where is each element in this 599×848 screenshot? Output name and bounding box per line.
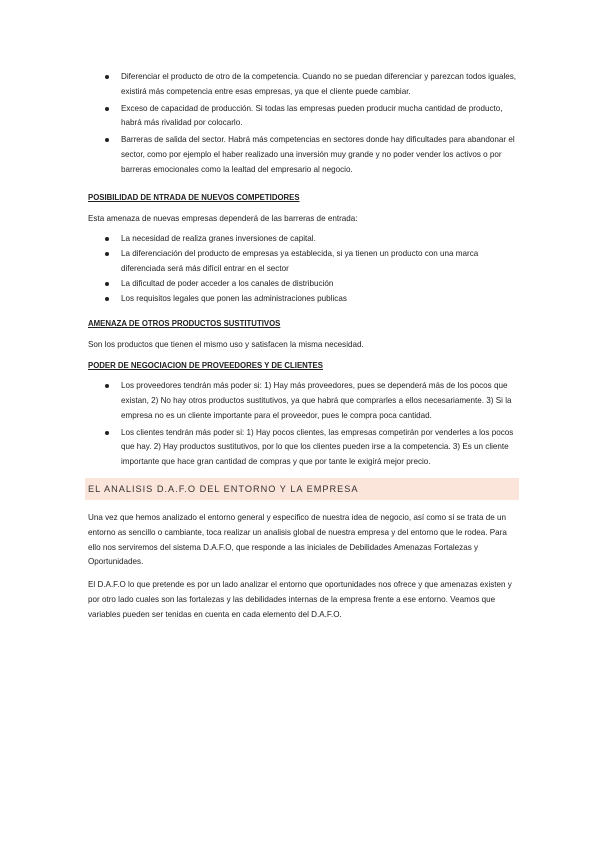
list-item: Exceso de capacidad de producción. Si todas las empresas pueden producir mucha cantidad de producto, habrá más rivalidad por colocarlo. (88, 102, 518, 134)
list-item: Los clientes tendrán más poder si: 1) Hay pocos clientes, las empresas competirán por venderles a los pocos que hay. 2) Hay productos sustitutivos, por lo que los clientes pueden irse a la competencia. 3) Es un cliente importante que hace gran cantidad de compras y que por tante le exigirá mejor precio. (88, 426, 518, 470)
paragraph: Una vez que hemos analizado el entorno general y especifico de nuestra idea de negocio, así como si se trata de un entorno as sencillo o cambiante, toca realizar un analisis global de nuestra empresa y del entorno que le rodea. Para ello nos serviremos del sistema D.A.F.O, que responde a las iniciales de Debilidades Amenazas Fortalezas y Oportunidades. (88, 512, 507, 567)
bullet-list-barreras (88, 232, 518, 306)
section-title-dafo: EL ANALISIS D.A.F.O DEL ENTORNO Y LA EMPRESA (85, 478, 519, 500)
heading-poder-negociacion: PODER DE NEGOCIACION DE PROVEEDORES Y DE CLIENTES (88, 361, 323, 371)
list-item: La dificultad de poder acceder a los canales de distribución (88, 277, 518, 292)
paragraph: El D.A.F.O lo que pretende es por un lado analizar el entorno que oportunidades nos ofrece y que amenazas existen y por otro lado cuales son las fortalezas y las debilidades internas de la empresa frente a ese entorno. Veamos que variables pueden ser tenidas en cuenta en cada elemento del D.A.F.O. (88, 580, 512, 619)
bullet-list-negociacion (88, 379, 518, 470)
list-item: La diferenciación del producto de empresas ya establecida, si ya tienen un producto con una marca diferenciada será más difícil entrar en el sector (88, 247, 518, 277)
page-content (88, 70, 518, 623)
paragraph: Son los productos que tienen el mismo uso y satisfacen la misma necesidad. (88, 340, 364, 350)
list-item: La necesidad de realiza granes inversiones de capital. (88, 232, 518, 247)
paragraph: Esta amenaza de nuevas empresas dependerá de las barreras de entrada: (88, 213, 358, 223)
bullet-list-competencia (88, 70, 518, 178)
list-item: Barreras de salida del sector. Habrá más competencias en sectores donde hay dificultades para abandonar el sector, como por ejemplo el haber realizado una inversión muy grande y no poder vender los activos o por barreras emocionales como la lealtad del empresario al negocio. (88, 133, 518, 177)
list-item: Diferenciar el producto de otro de la competencia. Cuando no se puedan diferenciar y parezcan todos iguales, existirá más competencia entre esas empresas, ya que el cliente puede cambiar. (88, 70, 518, 102)
list-item: Los proveedores tendrán más poder si: 1) Hay más proveedores, pues se dependerá más de los pocos que existan, 2) No hay otros productos sustitutivos, ya que habrá que comprarles a ellos necesariamente. 3) Si la empresa no es un cliente importante para el proveedor, pues le compra poca cantidad. (88, 379, 518, 425)
heading-nuevos-competidores: POSIBILIDAD DE NTRADA DE NUEVOS COMPETIDORES (88, 192, 300, 202)
heading-productos-sustitutivos: AMENAZA DE OTROS PRODUCTOS SUSTITUTIVOS (88, 319, 281, 329)
list-item: Los requisitos legales que ponen las administraciones publicas (88, 292, 518, 307)
